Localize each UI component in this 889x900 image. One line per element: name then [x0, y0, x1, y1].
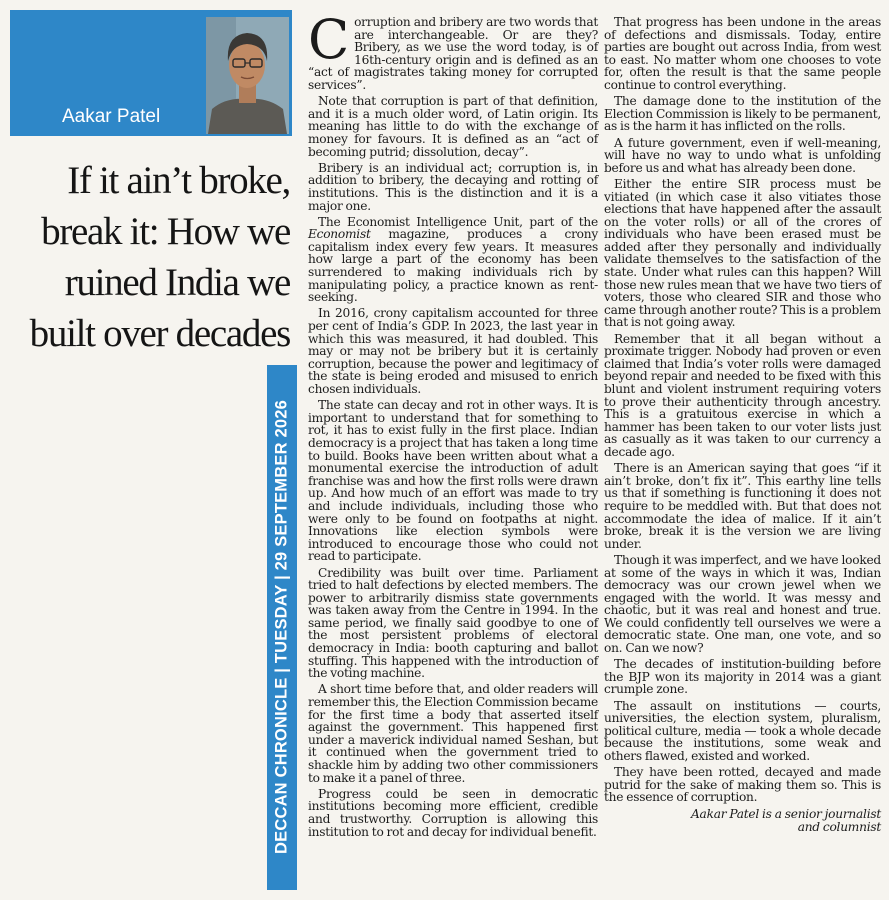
headline-line-1: If it ain’t broke, — [67, 159, 290, 202]
author-credit-line-1: Aakar Patel is a senior journalist — [691, 806, 881, 821]
author-credit — [604, 808, 881, 833]
dateline: DECCAN CHRONICLE | TUESDAY | 29 SEPTEMBER 2026 — [272, 400, 291, 854]
article-paragraph-14: Remember that it all began without a proximate trigger. Nobody had proven or even claimed that India’s voter rolls were damaged beyond repair and needed to be fixed with this blunt and violent instrument requiring voters to prove their authenticity through ancestry. This is a gratuitous exercise in which a hammer has been taken to our voter lists just as casually as it was taken to our currency a decade ago. — [604, 331, 881, 459]
article-paragraph-12: A future government, even if well-meaning, will have no way to undo what is unfolding before us and what has already been done. — [604, 135, 881, 175]
author-credit-line-2: and columnist — [797, 819, 881, 834]
article-paragraph-2: Note that corruption is part of that definition, and it is a much older word, of Latin origin. Its meaning has little to do with the exchange of money for favours. It is defined as an “act of becoming putrid; dissolution, decay”. — [308, 94, 598, 159]
article-column-2 — [604, 16, 881, 833]
author-photo — [206, 17, 289, 134]
article-paragraph-5: In 2016, crony capitalism accounted for three per cent of India’s GDP. In 2023, the last year in which this was measured, it had doubled. This may or may not be bribery but it is certainly corruption, because the power and legitimacy of the state is being eroded and misused to enrich chosen individuals. — [308, 306, 598, 396]
article-paragraph-15: There is an American saying that goes “if it ain’t broke, don’t fix it”. This earthy line tells us that if something is functioning it does not require to be meddled with. But that does not accommodate the idea of malice. If it ain’t broke, break it is the version we are living under. — [604, 461, 881, 551]
article-paragraph-13: Either the entire SIR process must be vitiated (in which case it also vitiates those elections that have happened after the assault on the voter rolls) or all of the crores of individuals who have been erased must be added after they personally and individually validate themselves to the satisfaction of the state. Under what rules can this happen? Will those new rules mean that we have two tiers of voters, those who cleared SIR and those who came through another route? This is a problem that is not going away. — [604, 176, 881, 330]
article-paragraph-9: Progress could be seen in democratic institutions becoming more efficient, credible and trustworthy. Corruption is allowing this institution to rot and decay for individual benefit. — [308, 786, 598, 839]
headline — [10, 155, 290, 359]
article-paragraph-8: A short time before that, and older readers will remember this, the Election Commission became for the first time a body that asserted itself against the government. This happened first under a maverick individual named Seshan, but it continued when the government tried to shackle him by adding two other commissioners to make it a panel of three. — [308, 682, 599, 785]
article-paragraph-19: They have been rotted, decayed and made putrid for the sake of making them so. This is the essence of corruption. — [604, 765, 881, 805]
article-paragraph-3: Bribery is an individual act; corruption is, in addition to bribery, the decaying and rotting of institutions. This is the distinction and it is a major one. — [308, 160, 598, 213]
drop-cap: C — [308, 8, 350, 71]
author-box — [10, 10, 292, 136]
author-portrait-icon — [206, 17, 289, 134]
article-paragraph-7: Credibility was built over time. Parliament tried to halt defections by elected members. The power to arbitrarily dismiss state governments was taken away from the Centre in 1994. In the same period, we finally said goodbye to one of the most persistent problems of electoral democracy in India: booth capturing and ballot stuffing. This happened with the introduction of the voting machine. — [308, 565, 598, 681]
headline-line-3: ruined India we — [64, 261, 290, 304]
article-paragraph-4: The Economist Intelligence Unit, part of the Economist magazine, produces a crony capitalism index every few years. It measures how large a part of the economy has been surrendered to making individuals rich by manipulating policy, a practice known as rent-seeking. — [308, 214, 598, 305]
headline-line-2: break it: How we — [41, 210, 290, 253]
article-paragraph-18: The assault on institutions — courts, universities, the election system, pluralism, political culture, media — took a whole decade because the institutions, some weak and others flawed, existed and worked. — [604, 698, 881, 763]
author-name: Aakar Patel — [62, 106, 161, 127]
article-column-1 — [308, 8, 599, 842]
headline-line-4: built over decades — [29, 312, 290, 355]
article-paragraph-10: That progress has been undone in the areas of defections and dismissals. Today, entire parties are bought out across India, from west to east. No matter whom one chooses to vote for, often the result is that the same people continue to control everything. — [604, 15, 881, 92]
article-paragraph-16: Though it was imperfect, and we have looked at some of the ways in which it was, Indian democracy was our crown jewel when we engaged with the world. It was messy and chaotic, but it was real and honest and true. We could confidently tell ourselves we were a democratic state. One man, one vote, and so on. Can we now? — [604, 552, 881, 656]
article-paragraph-6: The state can decay and rot in other ways. It is important to understand that for something to rot, it has to exist fully in the first place. Indian democracy is a project that has taken a long time to build. Books have been written about what a monumental exercise the introduction of adult franchise was and how the first rolls were drawn up. And how much of an effort was made to try and include individuals, including those who were only to be found on footpaths at night. Innovations like election symbols were introduced to encourage those who could not read to participate. — [308, 398, 598, 564]
article-paragraph-11: The damage done to the institution of the Election Commission is likely to be permanent, as is the harm it has inflicted on the rolls. — [604, 94, 881, 134]
article-paragraph-1: Corruption and bribery are two words that are interchangeable. Or are they? Bribery, as we use the word today, is of 16th-century origin and is defined as an “act of magistrates taking money for corrupted services”. — [308, 8, 598, 92]
article-paragraph-17: The decades of institution-building before the BJP won its majority in 2014 was a giant crumple zone. — [604, 657, 881, 697]
